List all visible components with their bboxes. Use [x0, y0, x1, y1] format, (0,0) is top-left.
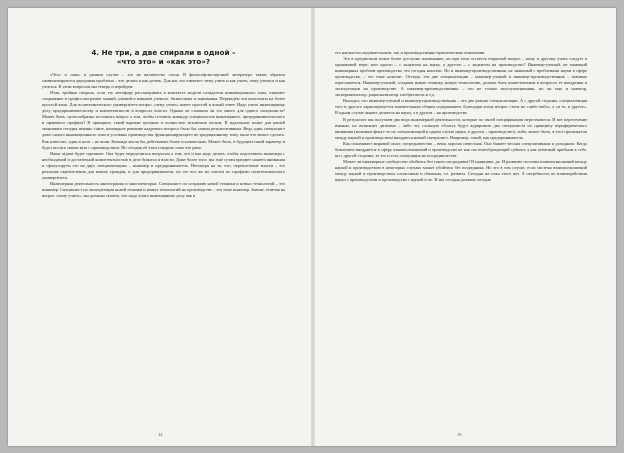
- paragraph: его научно-исследовательском, так и производственно-практическом отношении.: [335, 50, 486, 55]
- paragraph: Может ли инженерное сообщество обойтись без такого посредника? В принципе, да. И развитие системы взаимоотношений между наукой и производством в некоторых случаях может обойтись без посредника. Но это в том случае, если система взаимоотношений между наукой и производством согласована и обкатана, т.е. развита. Сегодня же пока этого нет. А потребность во взаимодействии науки с производством и производства с наукой есть. И мы сегодня должны сегодня: [335, 158, 587, 182]
- paragraph: Итак, тройная спираль, если эту метафору рассматривать в контексте модели созидателя инновационного типа, означает соединение в профессиограмме знаний, умений и навыков ученого, бизнесмена и чиновника. Переведем эти константы на более простой язык. Для политехнического университета вопрос «чему учить» имеет простой и ясный ответ. Надо учить инженерному делу, предпринимательству и компетентности в вопросах власти. Однако не слишком ли это много для одного специалиста? Может быть, целесообразно поставить вопрос о том, чтобы готовить команду специалистов инженерного, предпринимательского и правового профиля? В принципе, такой вариант целиком и полностью исключать нельзя. В идеальном плане для нашей экономики сегодня именно такое, командное решение кадрового вопроса было бы самым результативным. Ведь один специалист даже самого инновационного типа в условиях производства, функционирующего по традиционному типу, мало что может сделать. Как известно, один в поле – не воин. Команда могла бы действовать более основательно. Может быть, в будущем такой характер и будет носить связка вуза с производством. Но сегодня об этом говорить пока что рано.: [42, 90, 285, 150]
- section-title-line-1: 4. Не три, а две спирали в одной –: [91, 48, 236, 57]
- page-number: 14: [158, 432, 163, 437]
- section-title: [42, 48, 285, 66]
- left-page-content: [42, 48, 285, 199]
- paragraph: Наша задача будет скромнее. Она будет определяться вопросом о том, что и как надо делать, чтобы подготовить инженера с необходимой и достаточной компетентностью в деле бизнеса и власти. Даже более того: мы еще сузим предмет нашего внимания и сфокусируем его на двух специализациях – инженер и предприниматель. Несмотря на то, что, переплетение власти – это реальная переплетения для наших граждан, и для предпринимателя, но это все же не совсем по профилю политехнического университета.: [42, 150, 285, 180]
- paragraph: Это в предметном плане более доступно пониманию, но при этом остается открытый вопрос – кому и другому учить следует в одинаковой мере, или одного – с акцентом на науку, а другого – с акцентом на производство? Инженер-ученый, не знающий инженерных проблем производства, это сегодня нонсенс. Но и инженер-производственник, не знакомый с проблемами науки в сфере производства, – это тоже нонсенс. Отсюда, эти две специализации – инженер-ученый и инженер-производственник – взаимно пересекаются. Инженер-ученый, создавая новую технику, новую технологию, должен быть компетентным в вопросах ее внедрения и эксплуатации на производстве. А инженер-производственник – это не только эксплуатационник, но он еще и новатор, экспериментатор, рационализатор, изобретатель и т.д.: [335, 56, 587, 98]
- right-page: [315, 8, 616, 446]
- paragraph: В результате мы получаем два вида инженерной деятельности, которые по своей спецификации пересекаются. И вот пересечение именно, но возникает дилемма – либо эту сложную область будут курировать два специалиста по принципу периферического внимания (вспышка-фокус-то их специализаций в одном случае наука, в другом – производство), либо, может быть, в этот промежуток между наукой и производством внедрится новый специалист. Например, такой, как предприниматель.: [335, 116, 587, 140]
- book-spread: [8, 8, 616, 446]
- paragraph: Инженерная деятельность многогранна и многовекторна. Специалист по созданию новой техники и новых технологий – это инженер. Специалист по эксплуатации новой техники и новых технологий на производстве – это тоже инженер. Значит, отвечая на вопрос «чему учить», мы должны сказать, что надо учить инженерному делу как в: [42, 180, 285, 198]
- paragraph: «Что» и «как» в данном случае – это не наличество стиля. В философско-научной литературе таким образом символизируются двуединая проблема – что делать и как делать. Для нас это означает: чему учить и как учить, чему учиться и как учиться. К этим вопросам мы теперь и перейдем.: [42, 72, 285, 90]
- page-number: 15: [457, 432, 462, 437]
- left-page: [8, 8, 311, 446]
- section-title-line-2: «что это» и «как это»?: [116, 57, 211, 66]
- paragraph: Как показывает мировой опыт, посредничество – вещь хорошо известная. Оно бывает весьма спекулятивным и доходным. Когда бизнесмен внедряется в сферу взаимоотношений и производства не как системообразующий субъект, а как агентный прибыли к себе, ни с другой стороны, то это и есть спекуляция на посредничестве.: [335, 140, 587, 158]
- right-page-content: [335, 50, 587, 183]
- paragraph: Выходит, что инженер-ученый и инженер-производственник – это две разные специализации. А с другой стороны, специализация того и другого характеризуется значительным общим содержанием. Благодаря этому вопрос стоит не «либо-либо», а «и то, и другое». В одном случае акцент делается на науку, а в другом – на производстве.: [335, 98, 587, 116]
